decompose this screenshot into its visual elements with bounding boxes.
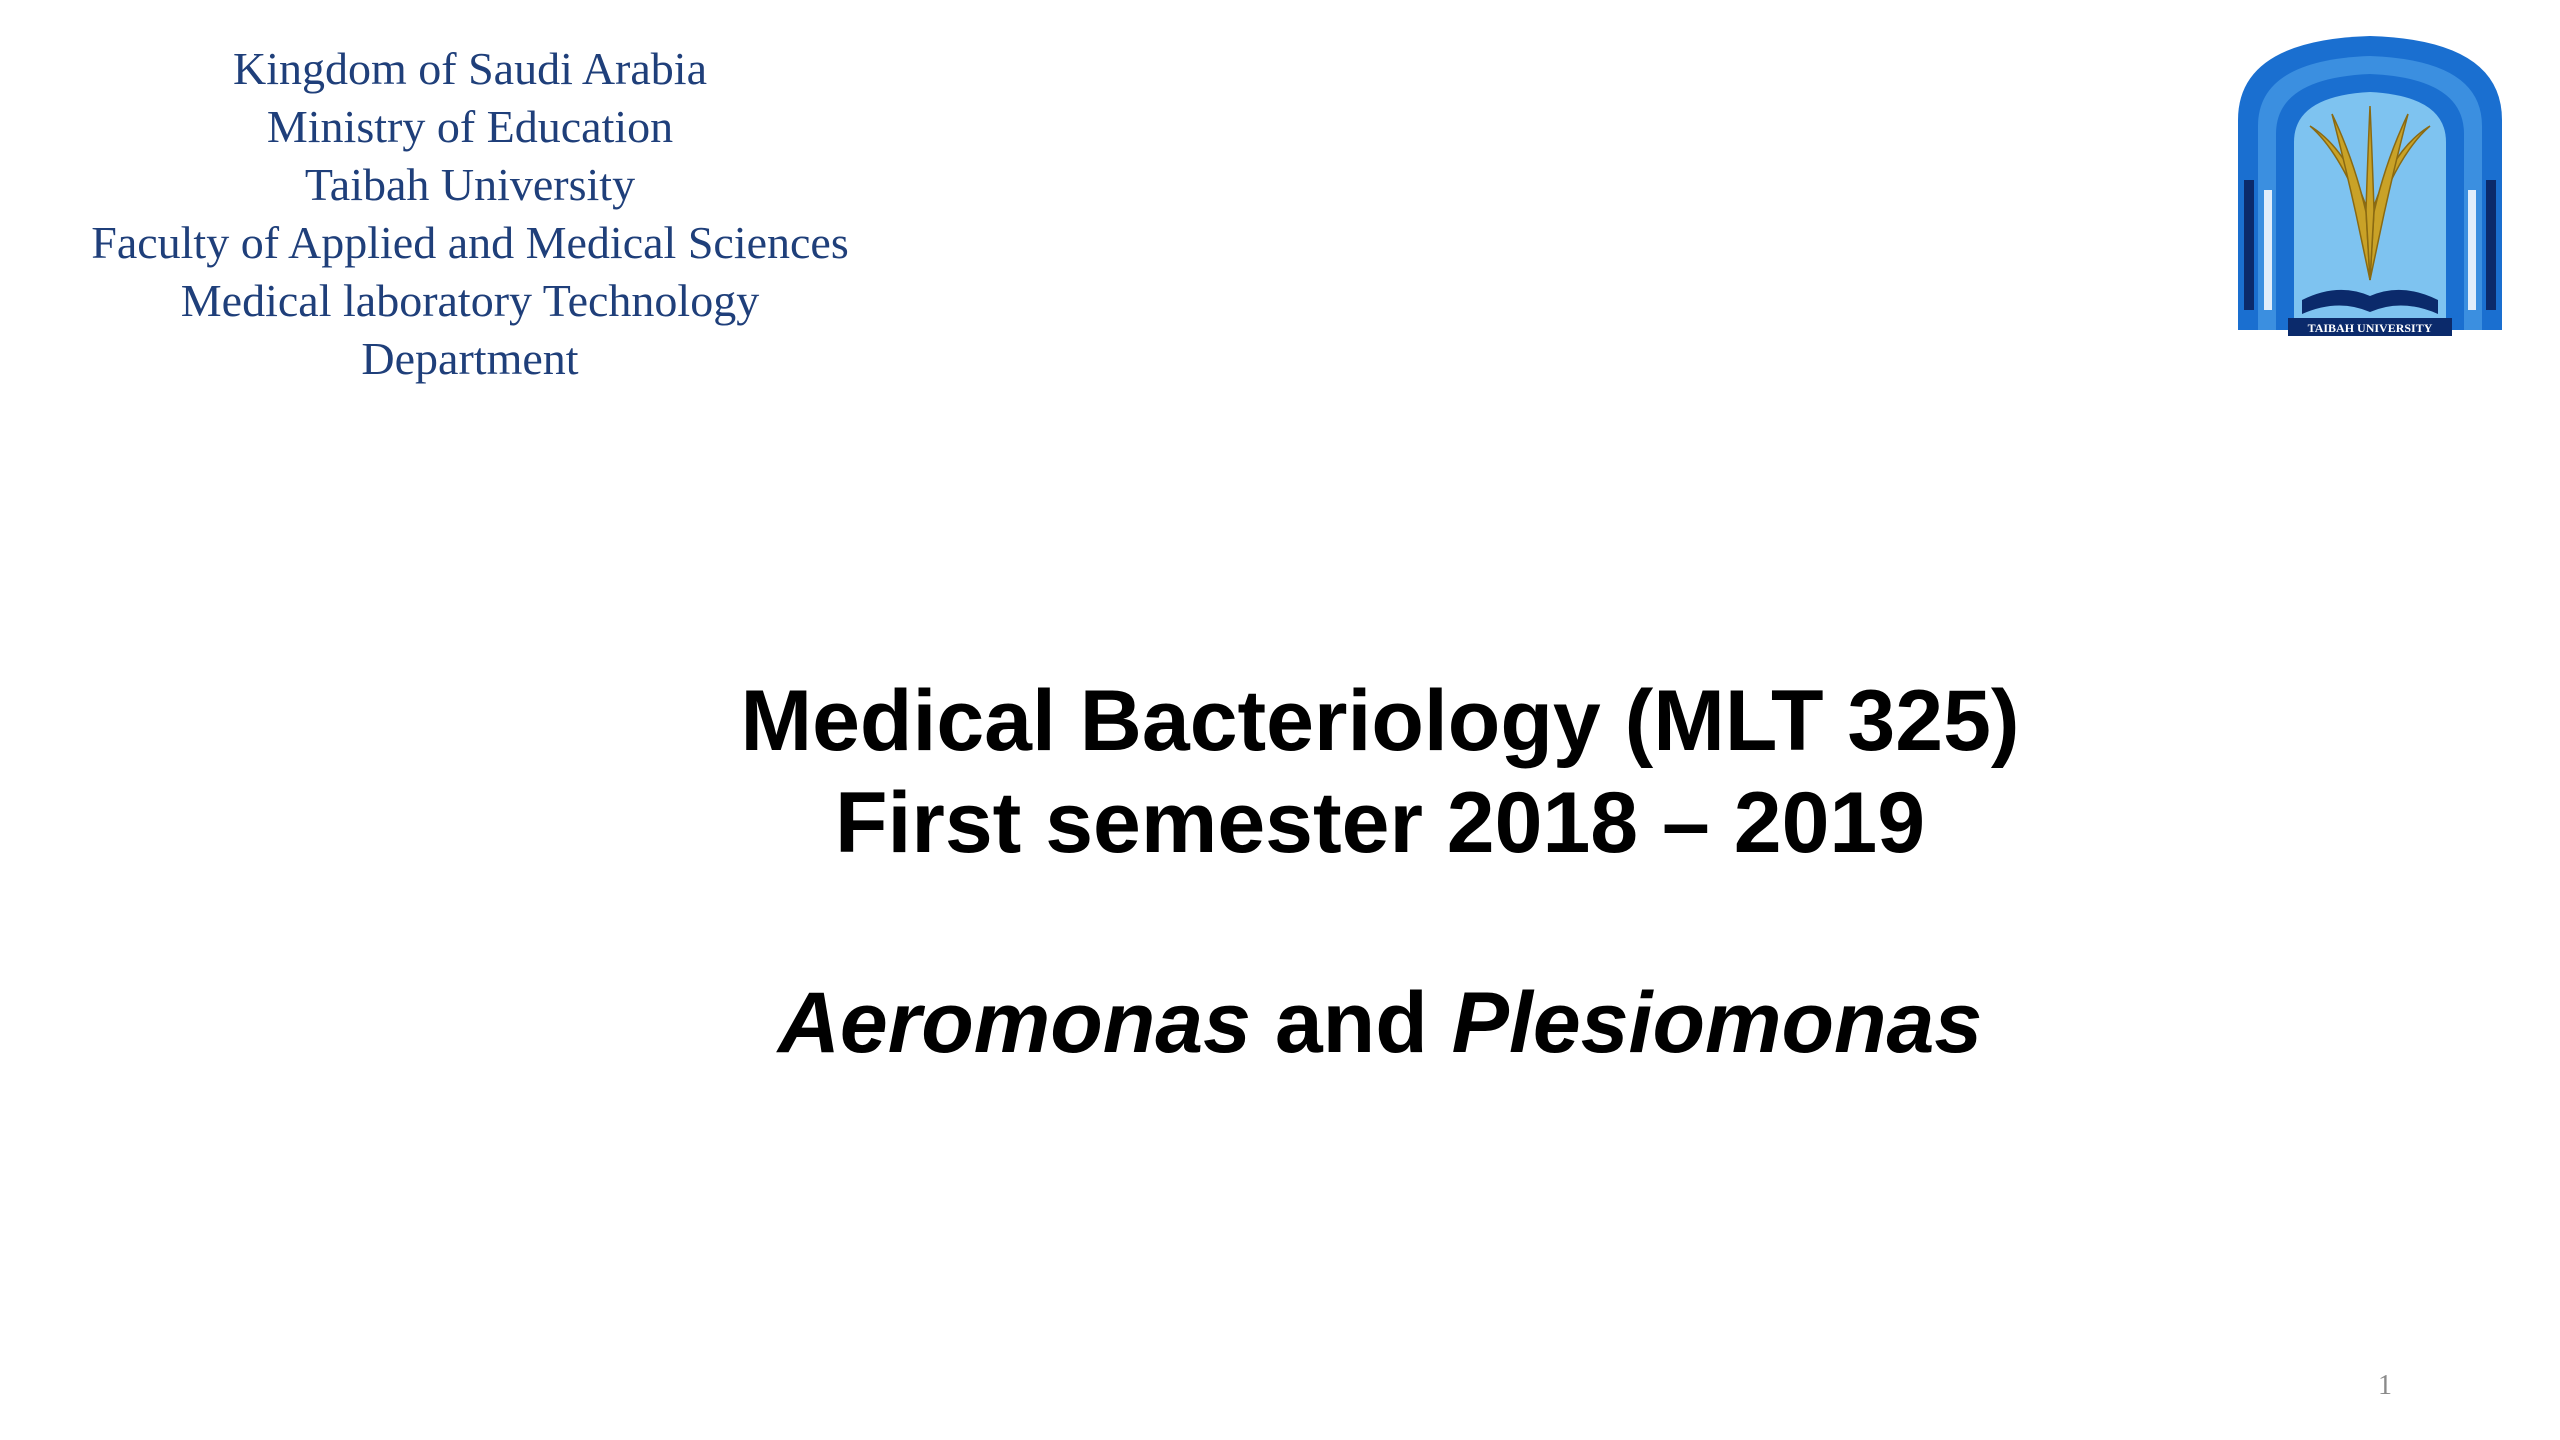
institution-line-program: Medical laboratory Technology bbox=[180, 275, 760, 326]
institution-line-department: Department bbox=[361, 333, 579, 384]
topic-conjunction: and bbox=[1250, 975, 1452, 1071]
institution-line-country: Kingdom of Saudi Arabia bbox=[233, 43, 707, 94]
course-title: Medical Bacteriology (MLT 325) bbox=[740, 673, 2020, 769]
institution-line-faculty: Faculty of Applied and Medical Sciences bbox=[91, 217, 849, 268]
title-block bbox=[700, 670, 2060, 1074]
university-logo bbox=[2228, 30, 2512, 342]
institution-header bbox=[50, 40, 890, 388]
semester-title: First semester 2018 – 2019 bbox=[834, 775, 1926, 871]
topic-genus-plesiomonas: Plesiomonas bbox=[1451, 975, 1983, 1071]
institution-line-ministry: Ministry of Education bbox=[266, 101, 674, 152]
logo-caption: TAIBAH UNIVERSITY bbox=[2307, 321, 2433, 335]
topic-genus-aeromonas: Aeromonas bbox=[777, 975, 1251, 1071]
page-number: 1 bbox=[2378, 1370, 2392, 1401]
institution-line-university: Taibah University bbox=[304, 159, 636, 210]
lecture-topic bbox=[700, 972, 2060, 1074]
